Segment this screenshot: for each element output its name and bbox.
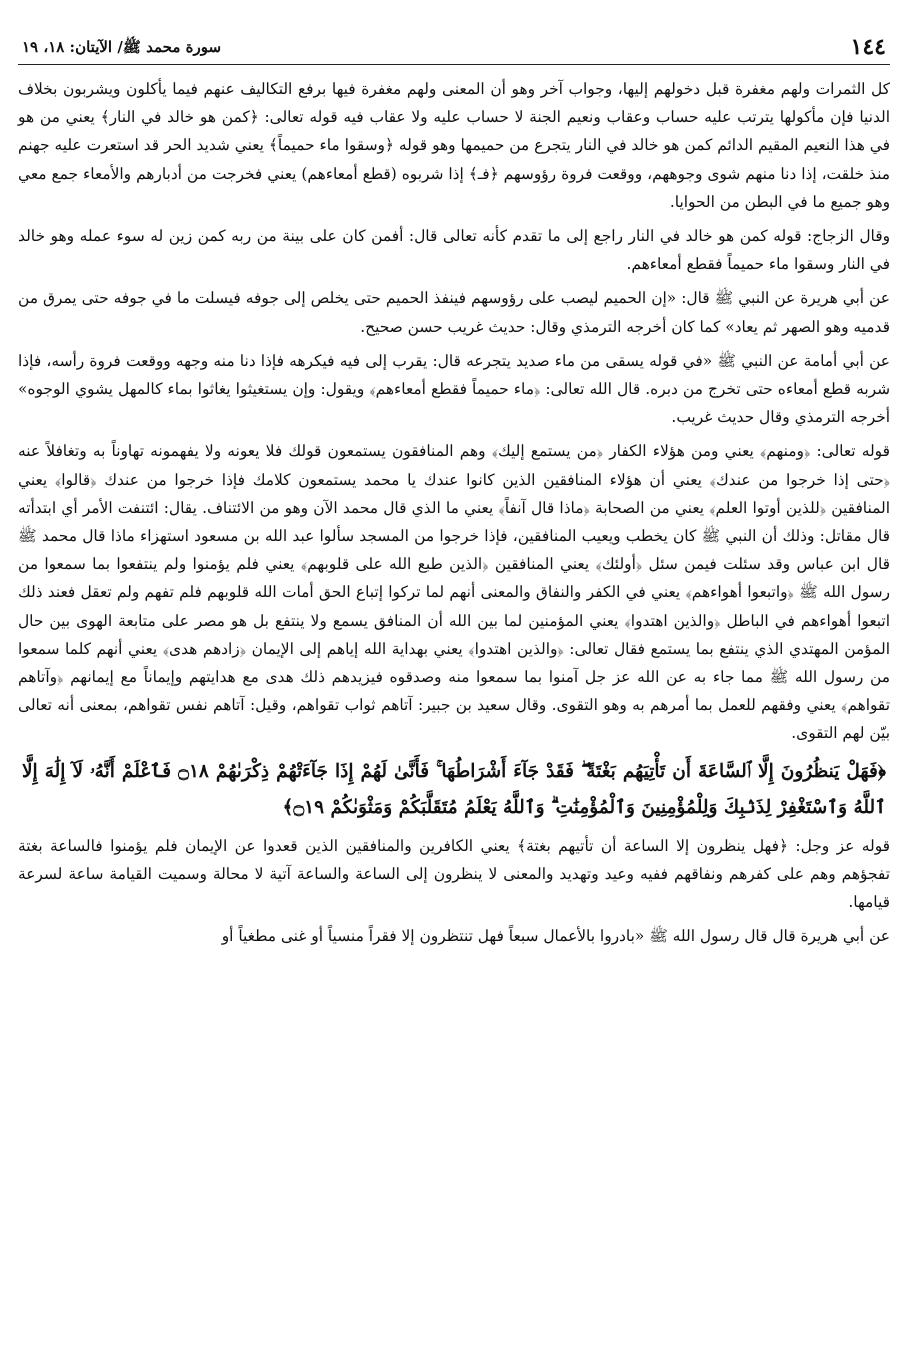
page-number: ١٤٤ — [850, 34, 886, 60]
paragraph: عن أبي أمامة عن النبي ﷺ «في قوله يسقى من ماء صديد يتجرعه قال: يقرب إلى فيه فيكرهه فإذا دنا منه وجهه ووقعت فروة رأسه، فإذا شربه قطع أمعاءه حتى تخرج من دبره. قال الله تعالى: ﴿ماء حميماً فقطع أمعاءهم﴾ ويقول: وإن يستغيثوا يغاثوا بماء كالمهل يشوي الوجوه» أخرجه الترمذي وقال حديث غريب. — [18, 351, 890, 427]
paragraph: وقال الزجاج: قوله كمن هو خالد في النار راجع إلى ما تقدم كأنه تعالى قال: أفمن كان على بينة من ربه كمن زين له سوء عمله وهو خالد في النار وسقوا ماء حميماً فقطع أمعاءهم. — [18, 227, 890, 274]
running-title: سورة محمد ﷺ/ الآيتان: ١٨، ١٩ — [22, 38, 222, 56]
paragraph: قوله تعالى: ﴿ومنهم﴾ يعني ومن هؤلاء الكفار ﴿من يستمع إليك﴾ وهم المنافقون يستمعون قولك فلا يعونه ولا يفهمونه تهاوناً به وتغافلاً عنه ﴿حتى إذا خرجوا من عندك﴾ يعني أن هؤلاء المنافقين الذين كانوا عندك يا محمد يستمعون كلامك فإذا خرجوا من عندك ﴿قالوا﴾ يعني المنافقين ﴿للذين أوتوا العلم﴾ يعني من الصحابة ﴿ماذا قال آنفاً﴾ يعني ما الذي قال محمد الآن وهو من الائتناف. يقال: ائتنفت الأمر أي ابتدأته قال مقاتل: وذلك أن النبي ﷺ كان يخطب ويعيب المنافقين، فإذا خرجوا من المسجد سألوا عبد الله بن مسعود استهزاء ماذا قال محمد ﷺ قال ابن عباس وقد سئلت فيمن سئل ﴿أولئك﴾ يعني المنافقين ﴿الذين طبع الله على قلوبهم﴾ يعني فلم يؤمنوا ولم ينتفعوا بما سمعوا من رسول الله ﷺ ﴿واتبعوا أهواءهم﴾ يعني في الكفر والنفاق والمعنى أنهم لما تركوا إتباع الحق أمات الله قلوبهم فلم تفهم ولم تعقل فعند ذلك اتبعوا أهواءهم في الباطل ﴿والذين اهتدوا﴾ يعني المؤمنين لما بين الله أن المنافق يسمع ولا ينتفع بل هو مصر على متابعة الهوى بين حال المؤمن المهتدي الذي ينتفع بما يستمع فقال تعالى: ﴿والذين اهتدوا﴾ يعني بهداية الله إياهم إلى الإيمان ﴿زادهم هدى﴾ يعني أنهم كلما سمعوا من رسول الله ﷺ مما جاء به عن الله عز جل آمنوا بما سمعوا منه وصدقوه فيزيدهم ذلك هدى مع هدايتهم وإيماناً مع إيمانهم ﴿وآتاهم تقواهم﴾ يعني وفقهم للعمل بما أمرهم به وهو التقوى. وقال سعيد بن جبير: آتاهم ثواب تقواهم، وقيل: آتاهم نفس تقواهم، بمعنى أنه تعالى بيّن لهم التقوى. — [18, 442, 890, 743]
book-page — [18, 34, 890, 956]
paragraph: عن أبي هريرة قال قال رسول الله ﷺ «بادروا بالأعمال سبعاً فهل تنتظرون إلا فقراً منسياً أو غنى مطغياً أو — [221, 927, 890, 946]
paragraph: عن أبي هريرة عن النبي ﷺ قال: «إن الحميم ليصب على رؤوسهم فينفذ الحميم حتى يخلص إلى جوفه فيسلت ما في جوفه حتى يمرق من قدميه وهو الصهر ثم يعاد» كما كان أخرجه الترمذي وقال: حديث غريب حسن صحيح. — [18, 289, 890, 336]
page-body — [18, 75, 890, 950]
page-header — [18, 34, 890, 65]
quran-verse: ﴿فَهَلْ يَنظُرُونَ إِلَّا ٱلسَّاعَةَ أَن تَأْتِيَهُم بَغْتَةً ۖ فَقَدْ جَآءَ أَشْرَاطُهَا ۚ فَأَنَّىٰ لَهُمْ إِذَا جَآءَتْهُمْ ذِكْرَىٰهُمْ ۝١٨ فَٱعْلَمْ أَنَّهُۥ لَآ إِلَٰهَ إِلَّا ٱللَّهُ وَٱسْتَغْفِرْ لِذَنۢبِكَ وَلِلْمُؤْمِنِينَ وَٱلْمُؤْمِنَٰتِ ۗ وَٱللَّهُ يَعْلَمُ مُتَقَلَّبَكُمْ وَمَثْوَىٰكُمْ ۝١٩﴾ — [22, 760, 886, 818]
paragraph: قوله عز وجل: ﴿فهل ينظرون إلا الساعة أن تأتيهم بغتة﴾ يعني الكافرين والمنافقين الذين قعدوا عن الإيمان فلم يؤمنوا فالساعة بغتة تفجؤهم وهم على كفرهم ونفاقهم ففيه وعيد وتهديد والمعنى لا ينظرون إلى الساعة والساعة آتية لا محالة وسميت القيامة ساعة لسرعة قيامها. — [18, 836, 890, 912]
paragraph: كل الثمرات ولهم مغفرة قبل دخولهم إليها، وجواب آخر وهو أن المعنى ولهم مغفرة فيها برفع التكاليف عنهم فيما يأكلون ويشربون بخلاف الدنيا فإن مأكولها يترتب عليه حساب وعقاب ونعيم الجنة لا حساب عليه ولا عقاب فيه قوله تعالى: ﴿كمن هو خالد في النار﴾ يعني من هو في هذا النعيم المقيم الدائم كمن هو خالد في النار يتجرع من حميمها وهو قوله ﴿وسقوا ماء حميماً﴾ يعني شديد الحر قد استعرت عليه جهنم منذ خلقت، إذا دنا منهم شوى وجوههم، ووقعت فروة رؤوسهم ﴿فـ﴾ إذا شربوه (قطع أمعاءهم) يعني فخرجت من أدبارهم والأمعاء جمع معي وهو جميع ما في البطن من الحوايا. — [18, 80, 890, 211]
